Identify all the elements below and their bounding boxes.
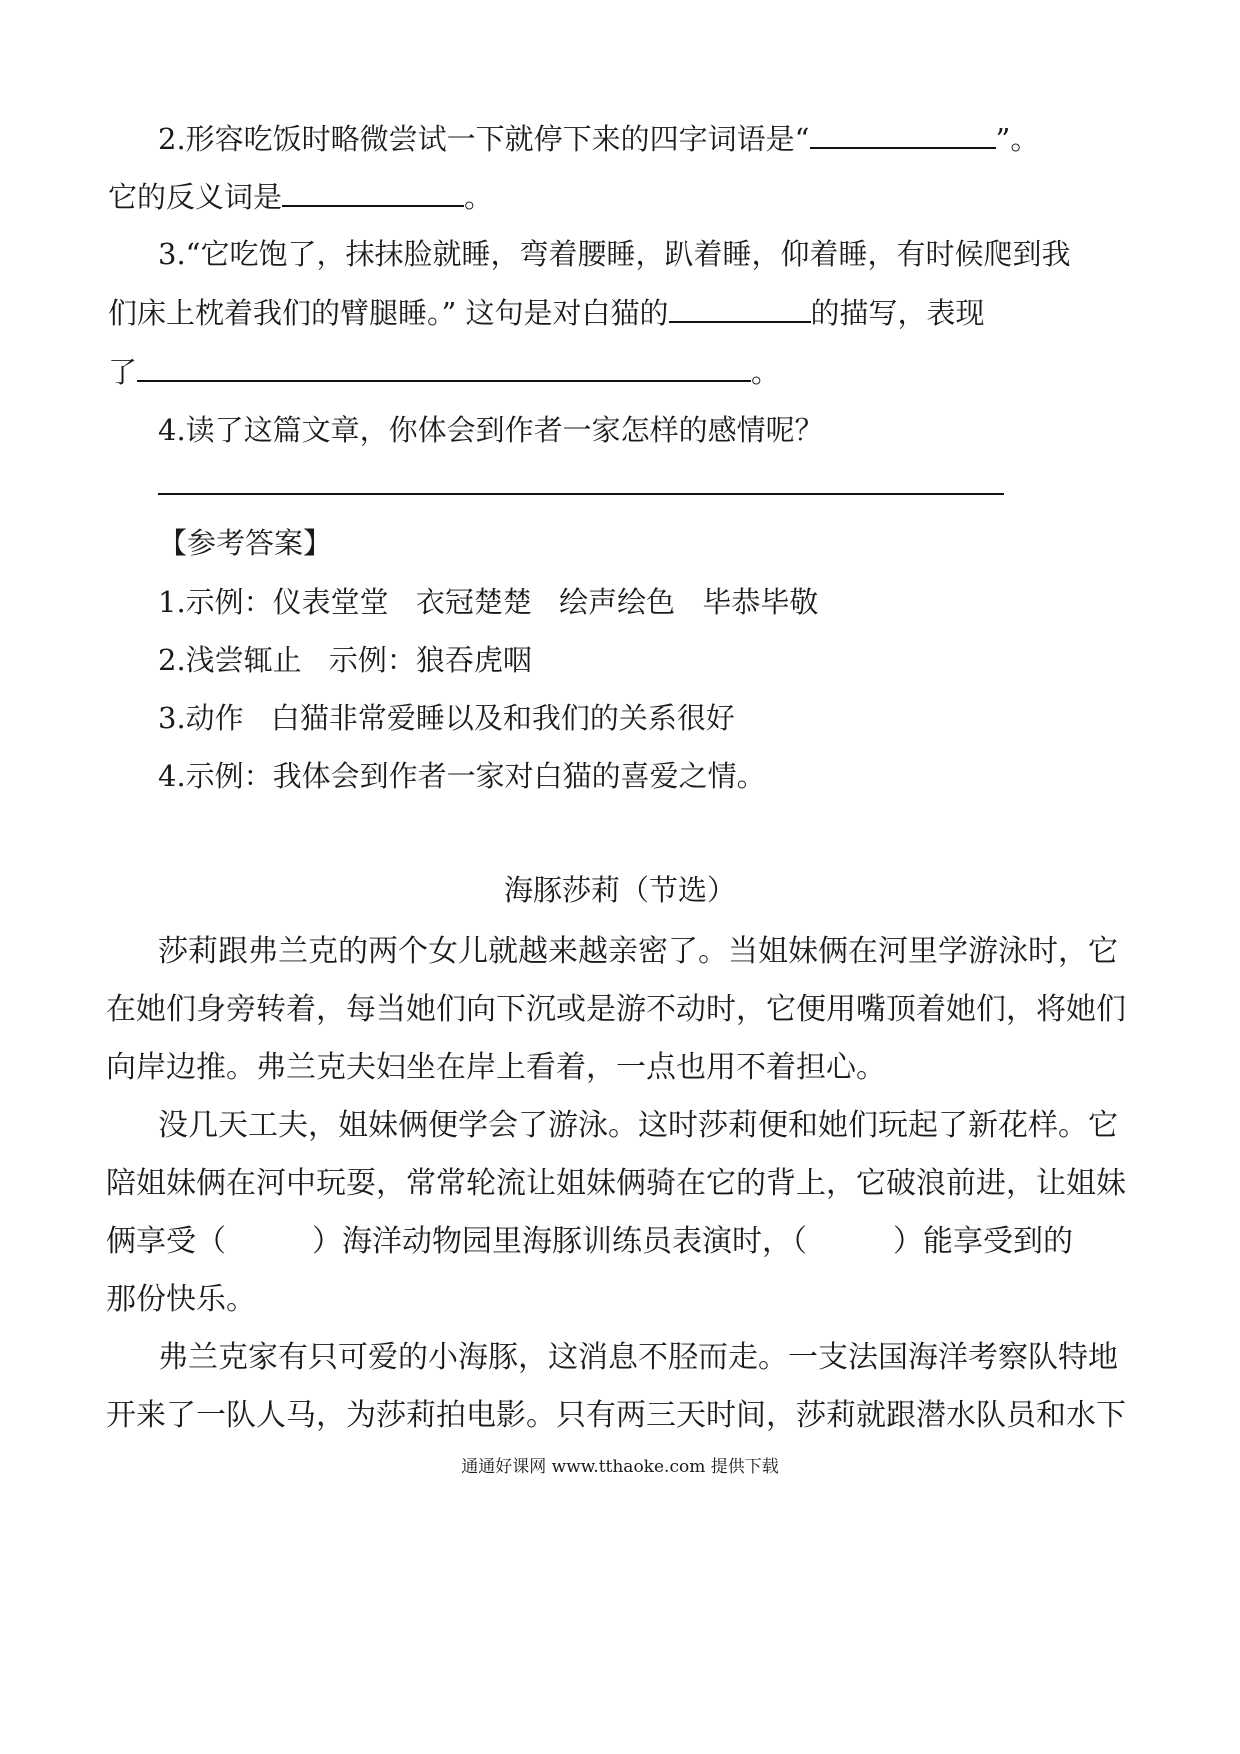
- question-4-line: [158, 410, 824, 450]
- question-3-text: 的描写，表现: [810, 296, 985, 330]
- article-line: 那份快乐。: [106, 1282, 256, 1317]
- article-text: ）能享受到的: [893, 1224, 1073, 1259]
- question-2-line-2: [108, 177, 493, 217]
- article-line: 开来了一队人马，为莎莉拍电影。只有两三天时间，莎莉就跟潜水队员和水下: [106, 1398, 1126, 1433]
- question-3-text: 。: [751, 355, 781, 389]
- question-2-text: 它的反义词是: [108, 180, 283, 214]
- article-line: 陪姐妹俩在河中玩耍，常常轮流让姐妹俩骑在它的背上，它破浪前进，让姐妹: [106, 1166, 1126, 1201]
- answer-item: 2.浅尝辄止 示例：狼吞虎咽: [158, 643, 532, 677]
- page-footer: 通通好课网 www.tthaoke.com 提供下载: [461, 1457, 779, 1477]
- question-3-text: 3.“它吃饱了，抹抹脸就睡，弯着腰睡，趴着睡，仰着睡，有时候爬到我: [158, 237, 1071, 271]
- answer-blank: [669, 299, 811, 323]
- answers-heading: 【参考答案】: [158, 526, 333, 560]
- question-2-text: 2.形容吃饭时略微尝试一下就停下来的四字词语是“: [158, 122, 810, 156]
- question-3-line-3: [108, 352, 780, 392]
- question-4-text: 4.读了这篇文章，你体会到作者一家怎样的感情呢？: [158, 413, 824, 447]
- article-text: 俩享受（: [106, 1224, 226, 1259]
- article-line: 莎莉跟弗兰克的两个女儿就越来越亲密了。当姐妹俩在河里学游泳时，它: [158, 934, 1118, 969]
- answer-blank: [137, 358, 751, 382]
- article-line: 向岸边推。弗兰克夫妇坐在岸上看着，一点也用不着担心。: [106, 1050, 886, 1085]
- question-3-line-1: [158, 234, 1071, 274]
- answer-item: 1.示例：仪表堂堂 衣冠楚楚 绘声绘色 毕恭毕敬: [158, 585, 819, 619]
- answer-blank: [810, 125, 996, 149]
- answer-item: 3.动作 白猫非常爱睡以及和我们的关系很好: [158, 701, 735, 735]
- article-blank-line: [106, 1222, 1073, 1262]
- question-3-text: 们床上枕着我们的臂腿睡。” 这句是对白猫的: [108, 296, 669, 330]
- article-text: ）海洋动物园里海豚训练员表演时，（: [312, 1224, 807, 1259]
- article-line: 弗兰克家有只可爱的小海豚，这消息不胫而走。一支法国海洋考察队特地: [158, 1340, 1118, 1375]
- question-3-text: 了: [108, 355, 138, 389]
- article-line: 在她们身旁转着，每当她们向下沉或是游不动时，它便用嘴顶着她们，将她们: [106, 992, 1126, 1027]
- question-2-text: 。: [464, 180, 494, 214]
- question-3-line-2: [108, 293, 985, 333]
- article-title: 海豚莎莉（节选）: [503, 873, 736, 907]
- answer-blank: [282, 183, 464, 207]
- article-line: 没几天工夫，姐妹俩便学会了游泳。这时莎莉便和她们玩起了新花样。它: [158, 1108, 1118, 1143]
- answer-item: 4.示例：我体会到作者一家对白猫的喜爱之情。: [158, 759, 766, 793]
- question-2-text: ”。: [995, 122, 1040, 156]
- answer-line: [158, 493, 1004, 495]
- question-2-line-1: [158, 119, 1039, 159]
